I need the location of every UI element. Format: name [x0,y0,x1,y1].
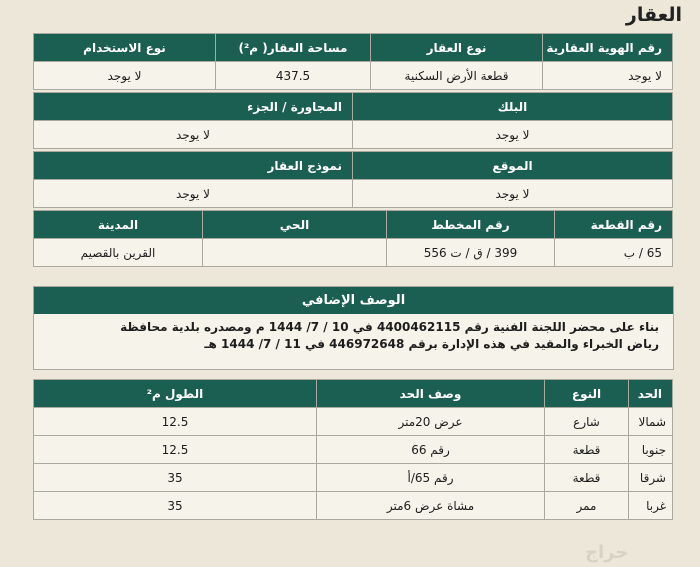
value-neighborhood-part: لا يوجد [34,121,353,149]
boundary-type-cell: ممر [545,492,629,520]
location-table [33,151,673,208]
boundary-type-cell: شارع [545,408,629,436]
value-location: لا يوجد [353,180,673,208]
plot-header-row [34,211,673,239]
header-property-id: رقم الهوية العقارية [543,34,673,62]
block-table [33,92,673,149]
additional-description-box [33,286,674,370]
table-row [34,436,673,464]
boundary-type-cell: قطعة [545,464,629,492]
boundaries-header-row [34,380,673,408]
header-boundary-description: وصف الحد [317,380,545,408]
boundary-cell: شرقا [629,464,673,492]
boundary-description-cell: رقم 65/أ [317,464,545,492]
boundary-cell: شمالا [629,408,673,436]
property-header-row [34,34,673,62]
additional-description-heading: الوصف الإضافي [34,287,673,314]
property-value-row [34,62,673,90]
header-plot-number: رقم القطعة [555,211,673,239]
header-block: البلك [353,93,673,121]
boundary-length-cell: 35 [34,464,317,492]
plot-table [33,210,673,267]
value-scheme-number: 399 / ق / ت 556 [387,239,555,267]
additional-description-text [34,314,673,353]
header-usage-type: نوع الاستخدام [34,34,216,62]
property-table [33,33,673,90]
value-property-area: 437.5 [216,62,371,90]
description-line: بناء على محضر اللجنة الفنية رقم 4400462115 في 10 / 7/ 1444 م ومصدره بلدية محافظة [120,320,659,334]
boundary-length-cell: 35 [34,492,317,520]
boundary-description-cell: مشاة عرض 6متر [317,492,545,520]
boundary-cell: غربا [629,492,673,520]
location-value-row [34,180,673,208]
header-property-type: نوع العقار [371,34,543,62]
header-scheme-number: رقم المخطط [387,211,555,239]
boundaries-table [33,379,673,520]
description-line: رياض الخبراء والمقيد في هذه الإدارة برقم 446972648 في 11 / 7/ 1444 هـ [204,337,659,351]
header-boundary-length: الطول م² [34,380,317,408]
boundary-length-cell: 12.5 [34,408,317,436]
boundary-length-cell: 12.5 [34,436,317,464]
block-value-row [34,121,673,149]
boundary-description-cell: عرض 20متر [317,408,545,436]
value-property-model: لا يوجد [34,180,353,208]
table-row [34,408,673,436]
table-row [34,464,673,492]
value-district [203,239,387,267]
header-boundary-type: النوع [545,380,629,408]
value-property-id: لا يوجد [543,62,673,90]
page-title: العقار [625,4,682,26]
plot-value-row [34,239,673,267]
header-city: المدينة [34,211,203,239]
table-row [34,492,673,520]
header-property-area: مساحة العقار( م²) [216,34,371,62]
boundary-type-cell: قطعة [545,436,629,464]
header-location: الموقع [353,152,673,180]
value-block: لا يوجد [353,121,673,149]
value-city: القرين بالقصيم [34,239,203,267]
header-boundary: الحد [629,380,673,408]
boundary-cell: جنوبا [629,436,673,464]
block-header-row [34,93,673,121]
value-usage-type: لا يوجد [34,62,216,90]
location-header-row [34,152,673,180]
watermark-logo: حراج [585,542,629,563]
header-neighborhood-part: المجاورة / الجزء [34,93,353,121]
header-district: الحي [203,211,387,239]
header-property-model: نموذج العقار [34,152,353,180]
value-plot-number: 65 / ب [555,239,673,267]
boundary-description-cell: رقم 66 [317,436,545,464]
value-property-type: قطعة الأرض السكنية [371,62,543,90]
